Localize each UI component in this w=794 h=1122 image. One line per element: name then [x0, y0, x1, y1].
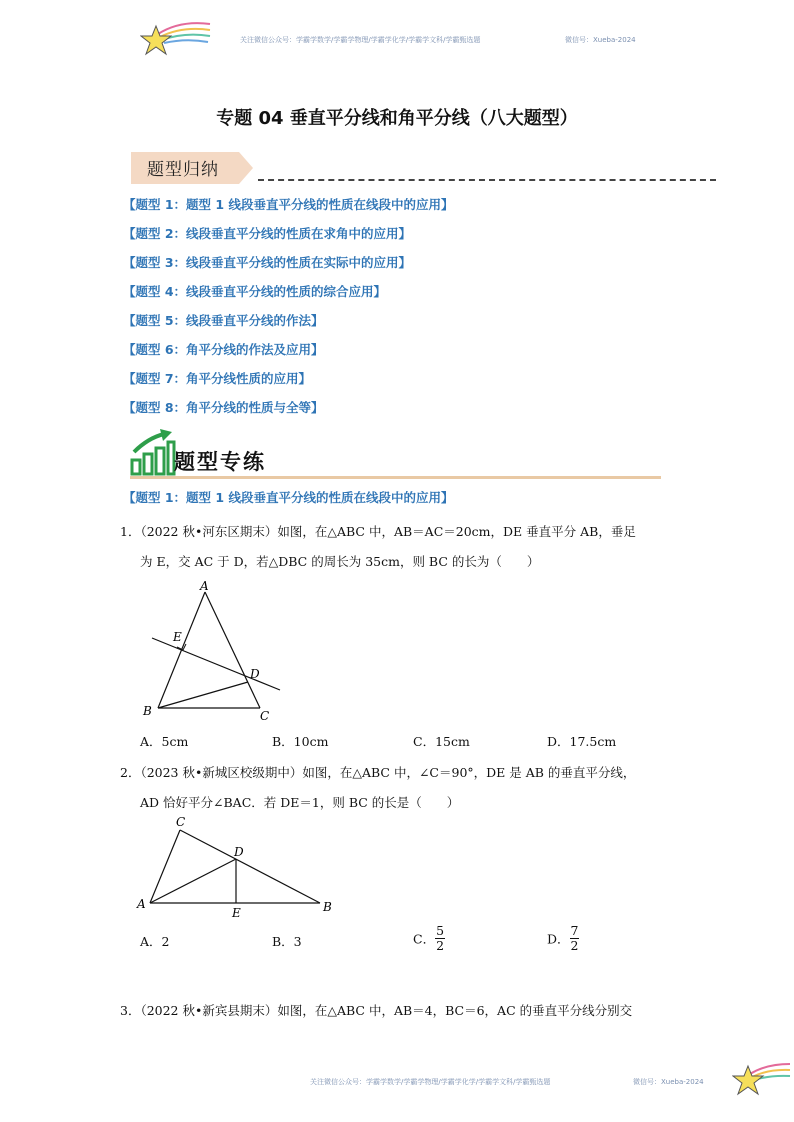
q2-label-D: D — [234, 845, 244, 859]
toc-item-8[interactable]: 【题型 8：角平分线的性质与全等】 — [123, 400, 324, 415]
q1-label-B: B — [143, 704, 152, 718]
page-title: 专题 04 垂直平分线和角平分线（八大题型） — [216, 108, 578, 129]
q1-option-a[interactable]: A．5cm — [140, 734, 189, 749]
dotted-divider — [258, 179, 716, 181]
q1-label-E: E — [173, 630, 182, 644]
q1-label-D: D — [250, 667, 260, 681]
toc-item-6[interactable]: 【题型 6：角平分线的作法及应用】 — [123, 342, 324, 357]
growth-chart-icon — [130, 428, 176, 476]
practice-subheading: 【题型 1：题型 1 线段垂直平分线的性质在线段中的应用】 — [123, 490, 454, 505]
section-tag-label: 题型归纳 — [147, 160, 219, 180]
toc-item-7[interactable]: 【题型 7：角平分线性质的应用】 — [123, 371, 312, 386]
q2-option-c[interactable] — [413, 924, 445, 953]
footer-right-text: 微信号：Xueba-2024 — [633, 1078, 704, 1086]
q2-label-A: A — [137, 897, 146, 911]
q1-option-c[interactable]: C．15cm — [413, 734, 470, 749]
toc-item-4[interactable]: 【题型 4：线段垂直平分线的性质的综合应用】 — [123, 284, 387, 299]
q2-label-C: C — [176, 815, 186, 829]
q2-figure — [135, 815, 340, 920]
q1-label-A: A — [200, 579, 209, 593]
q1-label-C: C — [260, 709, 270, 723]
q2-option-d[interactable] — [547, 924, 579, 953]
q2-option-a[interactable]: A．2 — [140, 934, 170, 949]
section-underline — [130, 476, 661, 479]
q2-label-E: E — [232, 906, 241, 920]
toc-item-5[interactable]: 【题型 5：线段垂直平分线的作法】 — [123, 313, 324, 328]
section-tag-summary — [131, 152, 251, 182]
section-heading-label: 题型专练 — [174, 449, 266, 474]
q2-option-c-fraction — [435, 924, 445, 953]
q1-option-b[interactable]: B．10cm — [272, 734, 329, 749]
q2-option-c-numerator: 5 — [436, 923, 445, 938]
header-right-text: 微信号：Xueba-2024 — [565, 36, 636, 44]
header-left-text: 关注微信公众号：学霸学数学/学霸学物理/学霸学化学/学霸学文科/学霸甄选题 — [240, 36, 481, 44]
q2-option-c-prefix: C． — [413, 931, 436, 947]
footer-star-logo — [732, 1058, 792, 1098]
toc-item-1[interactable]: 【题型 1：题型 1 线段垂直平分线的性质在线段中的应用】 — [123, 197, 454, 212]
q2-text-line1: 2．（2023 秋•新城区校级期中）如图，在△ABC 中，∠C＝90°，DE 是 AB 的垂直平分线， — [120, 765, 636, 780]
toc-item-2[interactable]: 【题型 2：线段垂直平分线的性质在求角中的应用】 — [123, 226, 412, 241]
q2-option-b[interactable]: B．3 — [272, 934, 302, 949]
q2-option-d-numerator: 7 — [570, 923, 579, 938]
q3-text-line1: 3．（2022 秋•新宾县期末）如图，在△ABC 中，AB＝4，BC＝6，AC 的垂直平分线分别交 — [120, 1003, 633, 1018]
header-star-logo — [140, 18, 215, 60]
q1-figure — [140, 578, 290, 723]
footer-left-text: 关注微信公众号：学霸学数学/学霸学物理/学霸学化学/学霸学文科/学霸甄选题 — [310, 1078, 551, 1086]
q2-option-d-fraction — [570, 924, 580, 953]
q2-option-d-prefix: D． — [547, 931, 570, 947]
toc-item-3[interactable]: 【题型 3：线段垂直平分线的性质在实际中的应用】 — [123, 255, 412, 270]
q1-option-d[interactable]: D．17.5cm — [547, 734, 617, 749]
q2-text-line2: AD 恰好平分∠BAC．若 DE＝1，则 BC 的长是（ ） — [140, 795, 460, 810]
section-heading-practice — [130, 428, 670, 480]
q1-text-line1: 1．（2022 秋•河东区期末）如图，在△ABC 中，AB＝AC＝20cm，DE 垂直平分 AB，垂足 — [120, 524, 636, 539]
q2-option-c-denominator: 2 — [436, 938, 445, 953]
q1-text-line2: 为 E，交 AC 于 D，若△DBC 的周长为 35cm，则 BC 的长为（ ） — [140, 554, 540, 569]
q2-label-B: B — [323, 900, 332, 914]
q2-option-d-denominator: 2 — [570, 938, 579, 953]
